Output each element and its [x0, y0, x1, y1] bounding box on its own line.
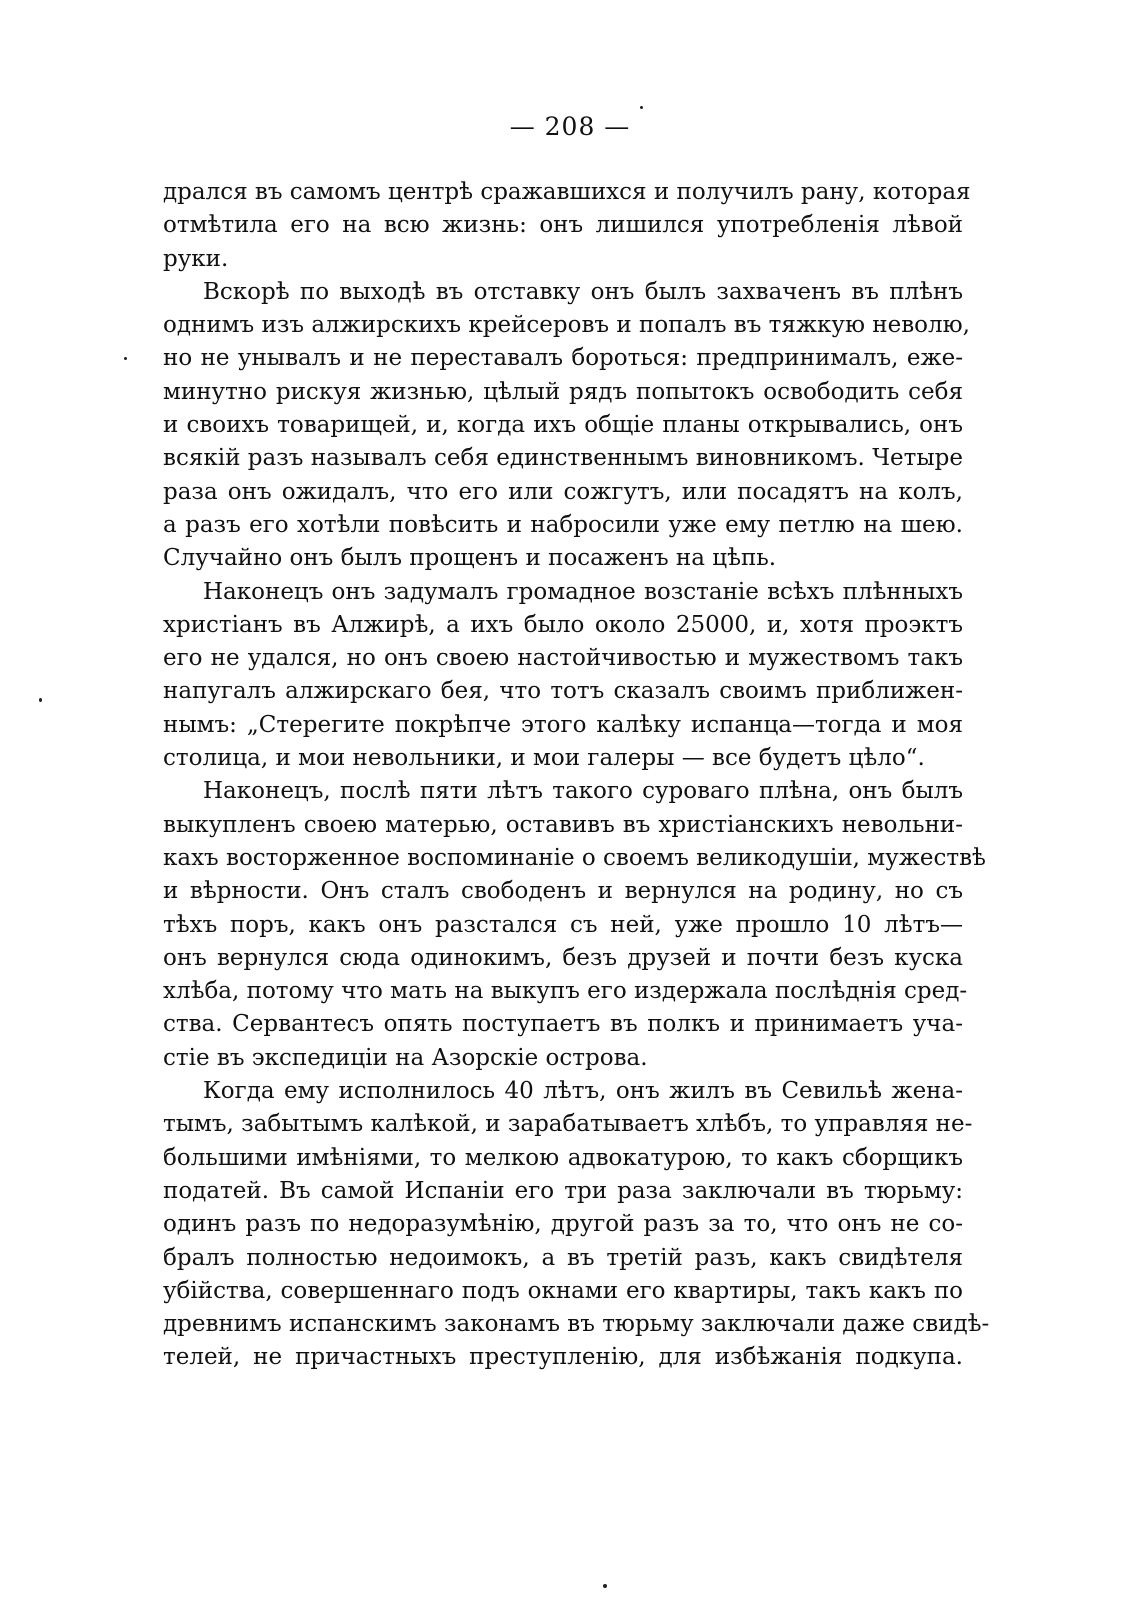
scan-speck [39, 698, 42, 702]
text-line: кахъ восторженное воспоминаніе о своемъ великодушіи, мужествѣ [163, 844, 986, 871]
text-line: и своихъ товарищей, и, когда ихъ общіе планы открывались, онъ [163, 412, 963, 439]
text-line: Наконецъ, послѣ пяти лѣтъ такого суроваго плѣна, онъ былъ [203, 778, 963, 805]
text-line: нымъ: „Стерегите покрѣпче этого калѣку испанца—тогда и моя [163, 711, 963, 738]
text-line: Наконецъ онъ задумалъ громадное возстаніе всѣхъ плѣнныхъ [203, 578, 963, 605]
text-line: руки. [163, 245, 229, 272]
text-line: его не удался, но онъ своею настойчивостью и мужествомъ такъ [163, 645, 963, 672]
text-line: а разъ его хотѣли повѣсить и набросили уже ему петлю на шею. [163, 511, 963, 538]
text-line: и вѣрности. Онъ сталъ свободенъ и вернулся на родину, но съ [163, 878, 963, 905]
text-line: телей, не причастныхъ преступленію, для избѣжанія подкупа. [163, 1344, 963, 1371]
text-line: податей. Въ самой Испаніи его три раза заключали въ тюрьму: [163, 1177, 963, 1204]
text-line: стіе въ экспедиціи на Азорскіе острова. [163, 1044, 648, 1071]
text-line: тѣхъ поръ, какъ онъ разстался съ ней, уже прошло 10 лѣтъ— [163, 911, 963, 938]
scan-speck [640, 106, 643, 109]
text-line: раза онъ ожидалъ, что его или сожгутъ, или посадятъ на колъ, [163, 478, 963, 505]
text-line: столица, и мои невольники, и мои галеры — все будетъ цѣло“. [163, 745, 925, 772]
text-line: бралъ полностью недоимокъ, а въ третій разъ, какъ свидѣтеля [163, 1244, 963, 1271]
text-line: отмѣтила его на всю жизнь: онъ лишился употребленія лѣвой [163, 212, 963, 239]
text-line: тымъ, забытымъ калѣкой, и зарабатываетъ хлѣбъ, то управляя не- [163, 1111, 973, 1138]
text-line: христіанъ въ Алжирѣ, а ихъ было около 25000, и, хотя проэктъ [163, 611, 963, 638]
text-line: большими имѣніями, то мелкою адвокатурою, то какъ сборщикъ [163, 1144, 963, 1171]
body-text [163, 176, 990, 1375]
text-line: Вскорѣ по выходѣ въ отставку онъ былъ захваченъ въ плѣнъ [203, 278, 963, 305]
text-line: но не унывалъ и не переставалъ бороться: предпринималъ, еже- [163, 345, 963, 372]
text-line: дрался въ самомъ центрѣ сражавшихся и получилъ рану, которая [163, 179, 971, 205]
text-line: хлѣба, потому что мать на выкупъ его издержала послѣднія сред- [163, 978, 968, 1005]
text-line: минутно рискуя жизнью, цѣлый рядъ попытокъ освободить себя [163, 378, 963, 405]
text-line: ства. Сервантесъ опять поступаетъ въ полкъ и принимаетъ уча- [163, 1011, 963, 1038]
text-line: напугалъ алжирскаго бея, что тотъ сказалъ своимъ приближен- [163, 678, 963, 705]
scan-speck [603, 1584, 607, 1588]
text-line: Когда ему исполнилось 40 лѣтъ, онъ жилъ въ Севильѣ жена- [203, 1078, 963, 1105]
page-number: — 208 — [509, 112, 631, 141]
text-line: онъ вернулся сюда одинокимъ, безъ друзей и почти безъ куска [163, 944, 963, 971]
text-line: Случайно онъ былъ прощенъ и посаженъ на цѣпь. [163, 545, 777, 572]
text-line: одинъ разъ по недоразумѣнію, другой разъ за то, что онъ не со- [163, 1211, 963, 1238]
text-line: убійства, совершеннаго подъ окнами его квартиры, такъ какъ по [163, 1277, 963, 1304]
text-line: всякій разъ называлъ себя единственнымъ виновникомъ. Четыре [163, 445, 963, 472]
text-line: выкупленъ своею матерью, оставивъ въ христіанскихъ невольни- [163, 811, 963, 838]
text-line: однимъ изъ алжирскихъ крейсеровъ и попалъ въ тяжкую неволю, [163, 312, 970, 339]
text-line: древнимъ испанскимъ законамъ въ тюрьму заключали даже свидѣ- [163, 1311, 990, 1338]
scan-speck [124, 357, 127, 360]
